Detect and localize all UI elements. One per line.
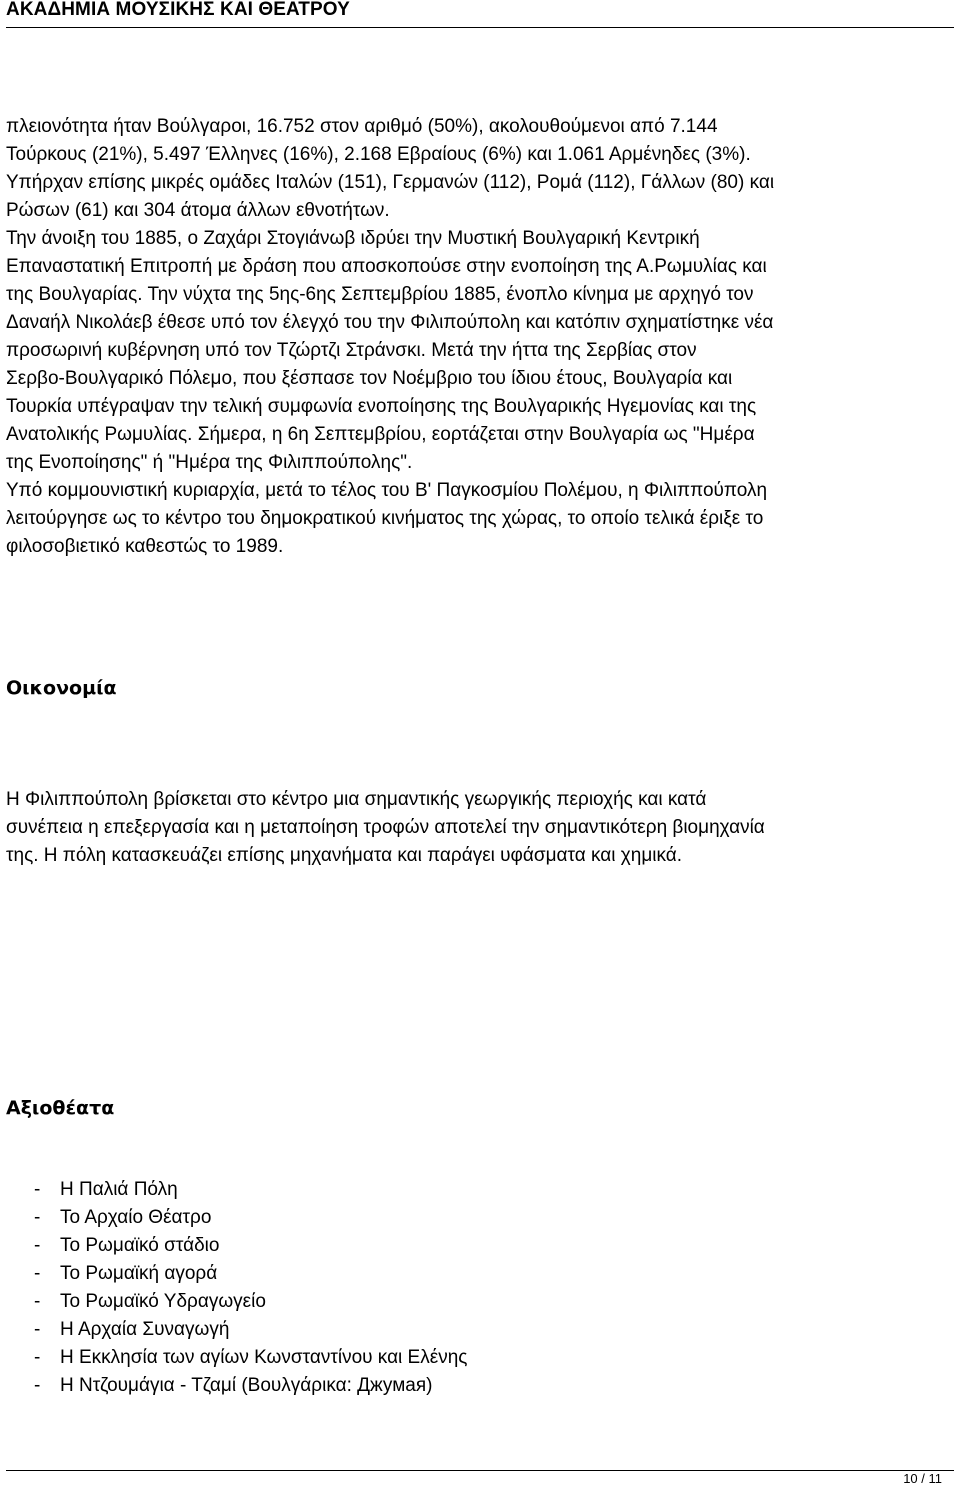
list-item-text: Η Παλιά Πόλη — [60, 1179, 178, 1200]
list-item — [6, 1372, 467, 1400]
list-bullet: - — [34, 1347, 41, 1368]
list-item-text: Η Εκκλησία των αγίων Κωνσταντίνου και Ελένης — [60, 1347, 468, 1368]
text-line: Δαναήλ Νικολάεβ έθεσε υπό τον έλεγχό του την Φιλιπούπολη και κατόπιν σχηματίστηκε νέα — [6, 312, 774, 333]
economy-paragraph — [6, 786, 956, 870]
text-line: φιλοσοβιετικό καθεστώς το 1989. — [6, 536, 284, 557]
list-item — [6, 1232, 467, 1260]
text-line: Επαναστατική Επιτροπή με δράση που αποσκοπούσε στην ενοποίηση της Α.Ρωμυλίας και — [6, 256, 767, 277]
list-item — [6, 1316, 467, 1344]
text-line: Υπήρχαν επίσης μικρές ομάδες Ιταλών (151), Γερμανών (112), Ρομά (112), Γάλλων (80) και — [6, 172, 775, 193]
list-bullet: - — [34, 1291, 41, 1312]
text-line: Ανατολικής Ρωμυλίας. Σήμερα, η 6η Σεπτεμβρίου, εορτάζεται στην Βουλγαρία ως "Ημέρα — [6, 424, 755, 445]
sights-heading: Αξιοθέατα — [6, 1097, 115, 1119]
list-bullet: - — [34, 1375, 41, 1396]
text-line: Τούρκους (21%), 5.497 Έλληνες (16%), 2.168 Εβραίους (6%) και 1.061 Αρμένηδες (3%). — [6, 144, 751, 165]
list-item-text: Το Ρωμαϊκό στάδιο — [60, 1235, 220, 1256]
text-line: προσωρινή κυβέρνηση υπό τον Τζώρτζι Στράνσκι. Μετά την ήττα της Σερβίας στον — [6, 340, 697, 361]
list-bullet: - — [34, 1179, 41, 1200]
page-number: 10 / 11 — [903, 1471, 942, 1486]
list-item — [6, 1176, 467, 1204]
list-item — [6, 1260, 467, 1288]
text-line: Την άνοιξη του 1885, ο Ζαχάρι Στογιάνωβ ιδρύει την Μυστική Βουλγαρική Κεντρική — [6, 228, 700, 249]
text-line: της. Η πόλη κατασκευάζει επίσης μηχανήματα και παράγει υφάσματα και χημικά. — [6, 845, 683, 866]
text-line: Τουρκία υπέγραψαν την τελική συμφωνία ενοποίησης της Βουλγαρικής Ηγεμονίας και της — [6, 396, 757, 417]
list-item-text: Η Αρχαία Συναγωγή — [60, 1319, 230, 1340]
text-line: Ρώσων (61) και 304 άτομα άλλων εθνοτήτων. — [6, 200, 390, 221]
list-item — [6, 1204, 467, 1232]
text-line: Υπό κομμουνιστική κυριαρχία, μετά το τέλος του Β' Παγκοσμίου Πολέμου, η Φιλιππούπολη — [6, 480, 768, 501]
footer-divider — [6, 1470, 954, 1471]
list-bullet: - — [34, 1263, 41, 1284]
history-paragraph — [6, 113, 956, 561]
list-item-text: Η Ντζουμάγια - Τζαμί (Βουλγάρικα: Джумая) — [60, 1375, 433, 1396]
economy-heading: Οικονομία — [6, 677, 117, 699]
header-divider — [6, 27, 954, 28]
list-item — [6, 1344, 467, 1372]
list-item-text: Το Ρωμαϊκή αγορά — [60, 1263, 218, 1284]
text-line: Η Φιλιππούπολη βρίσκεται στο κέντρο μια σημαντικής γεωργικής περιοχής και κατά — [6, 789, 707, 810]
text-line: της Ενοποίησης" ή "Ημέρα της Φιλιππούπολης". — [6, 452, 413, 473]
list-item-text: Το Ρωμαϊκό Υδραγωγείο — [60, 1291, 266, 1312]
text-line: Σερβο-Βουλγαρικό Πόλεμο, που ξέσπασε τον Νοέμβριο του ίδιου έτους, Βουλγαρία και — [6, 368, 733, 389]
list-bullet: - — [34, 1207, 41, 1228]
list-bullet: - — [34, 1235, 41, 1256]
text-line: πλειονότητα ήταν Βούλγαροι, 16.752 στον αριθμό (50%), ακολουθούμενοι από 7.144 — [6, 116, 718, 137]
sights-list — [6, 1176, 467, 1400]
list-bullet: - — [34, 1319, 41, 1340]
list-item — [6, 1288, 467, 1316]
document-title: ΑΚΑΔΗΜΙΑ ΜΟΥΣΙΚΗΣ ΚΑΙ ΘΕΑΤΡΟΥ — [6, 0, 350, 20]
text-line: της Βουλγαρίας. Την νύχτα της 5ης-6ης Σεπτεμβρίου 1885, ένοπλο κίνημα με αρχηγό τον — [6, 284, 754, 305]
text-line: λειτούργησε ως το κέντρο του δημοκρατικού κινήματος της χώρας, το οποίο τελικά έριξε το — [6, 508, 764, 529]
list-item-text: Το Αρχαίο Θέατρο — [60, 1207, 212, 1228]
text-line: συνέπεια η επεξεργασία και η μεταποίηση τροφών αποτελεί την σημαντικότερη βιομηχανία — [6, 817, 765, 838]
